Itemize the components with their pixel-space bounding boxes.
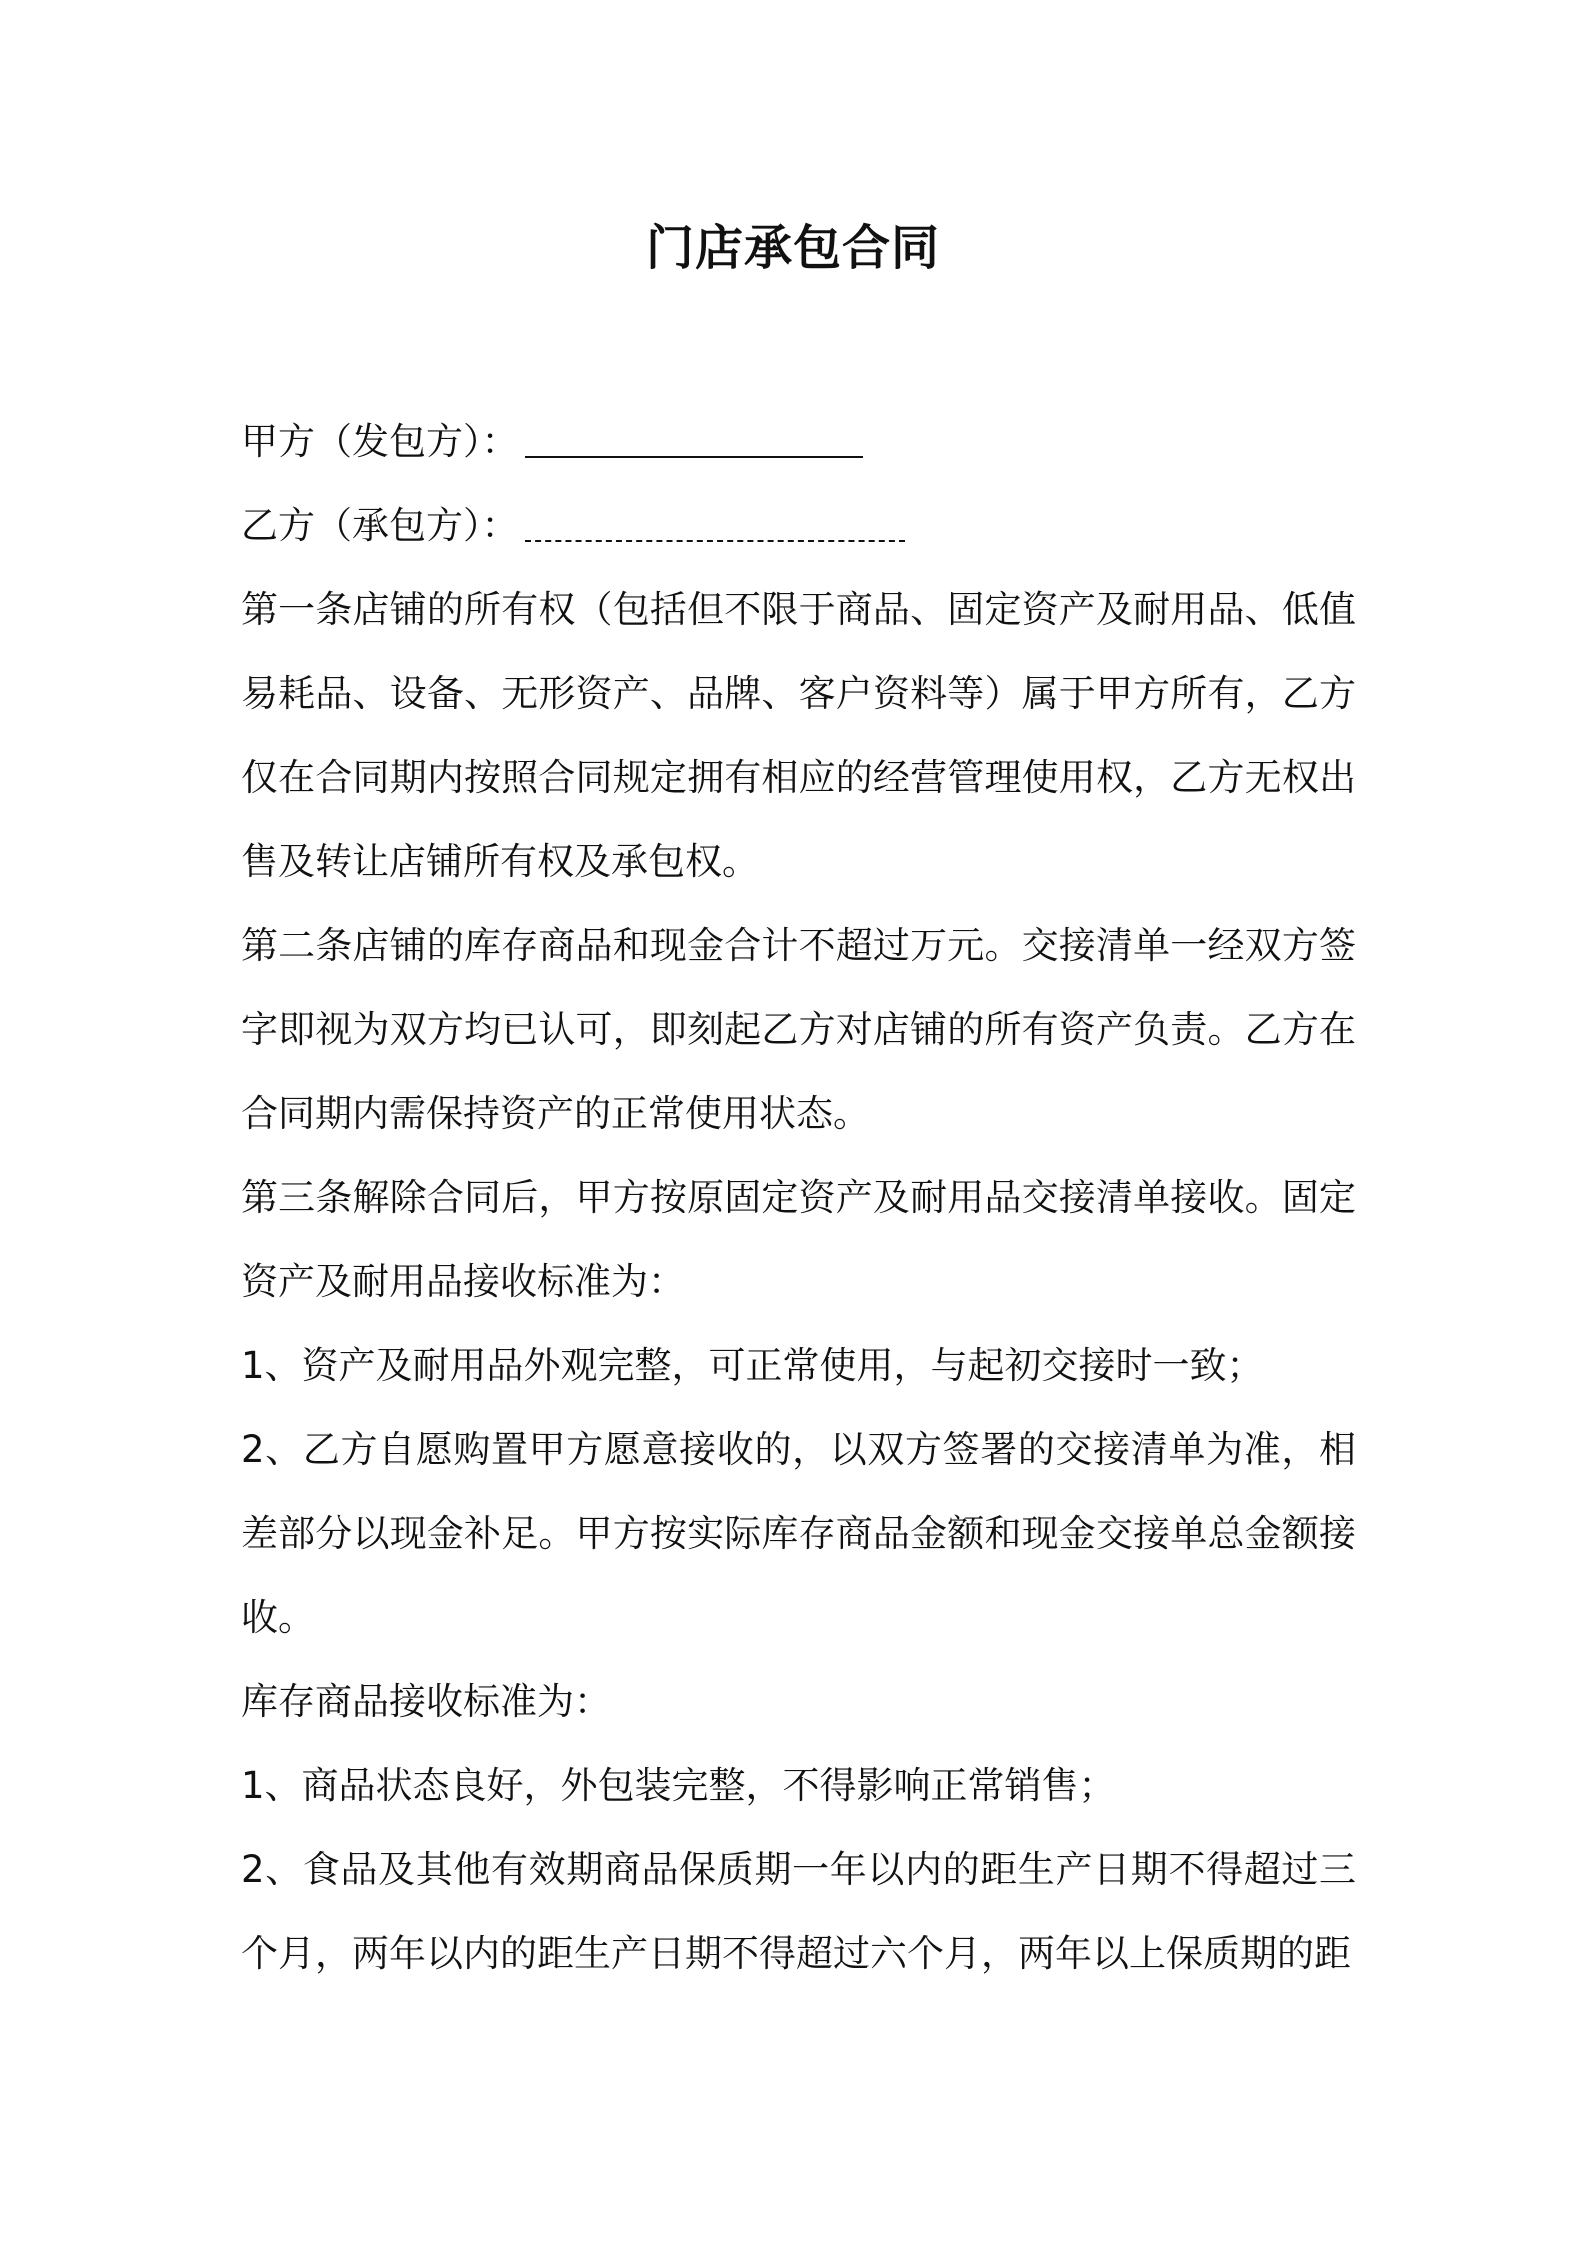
- party-a-line: [241, 400, 1356, 484]
- fixed-assets-item-1: 1、资产及耐用品外观完整，可正常使用，与起初交接时一致；: [241, 1344, 1264, 1387]
- contract-body: [241, 400, 1356, 1996]
- party-b-blank: [525, 500, 905, 542]
- party-b-label: 乙方（承包方）：: [241, 504, 519, 547]
- party-a-label: 甲方（发包方）：: [241, 420, 519, 463]
- fixed-assets-item-2: 2、乙方自愿购置甲方愿意接收的，以双方签署的交接清单为准，相差部分以现金补足。甲方按实际库存商品金额和现金交接单总金额接收。: [241, 1428, 1356, 1639]
- article-1: 第一条店铺的所有权（包括但不限于商品、固定资产及耐用品、低值易耗品、设备、无形资产、品牌、客户资料等）属于甲方所有，乙方仅在合同期内按照合同规定拥有相应的经营管理使用权，乙方无权出售及转让店铺所有权及承包权。: [241, 588, 1356, 883]
- party-a-blank: [525, 416, 863, 458]
- article-3: 第三条解除合同后，甲方按原固定资产及耐用品交接清单接收。固定资产及耐用品接收标准为：: [241, 1176, 1356, 1303]
- page-title: 门店承包合同: [645, 220, 940, 276]
- party-b-line: [241, 484, 1356, 568]
- inventory-heading: 库存商品接收标准为：: [241, 1680, 611, 1723]
- article-2: 第二条店铺的库存商品和现金合计不超过万元。交接清单一经双方签字即视为双方均已认可，即刻起乙方对店铺的所有资产负责。乙方在合同期内需保持资产的正常使用状态。: [241, 924, 1356, 1135]
- inventory-item-1: 1、商品状态良好，外包装完整，不得影响正常销售；: [241, 1764, 1116, 1807]
- inventory-item-2: 2、食品及其他有效期商品保质期一年以内的距生产日期不得超过三个月，两年以内的距生产日期不得超过六个月，两年以上保质期的距: [241, 1848, 1356, 1975]
